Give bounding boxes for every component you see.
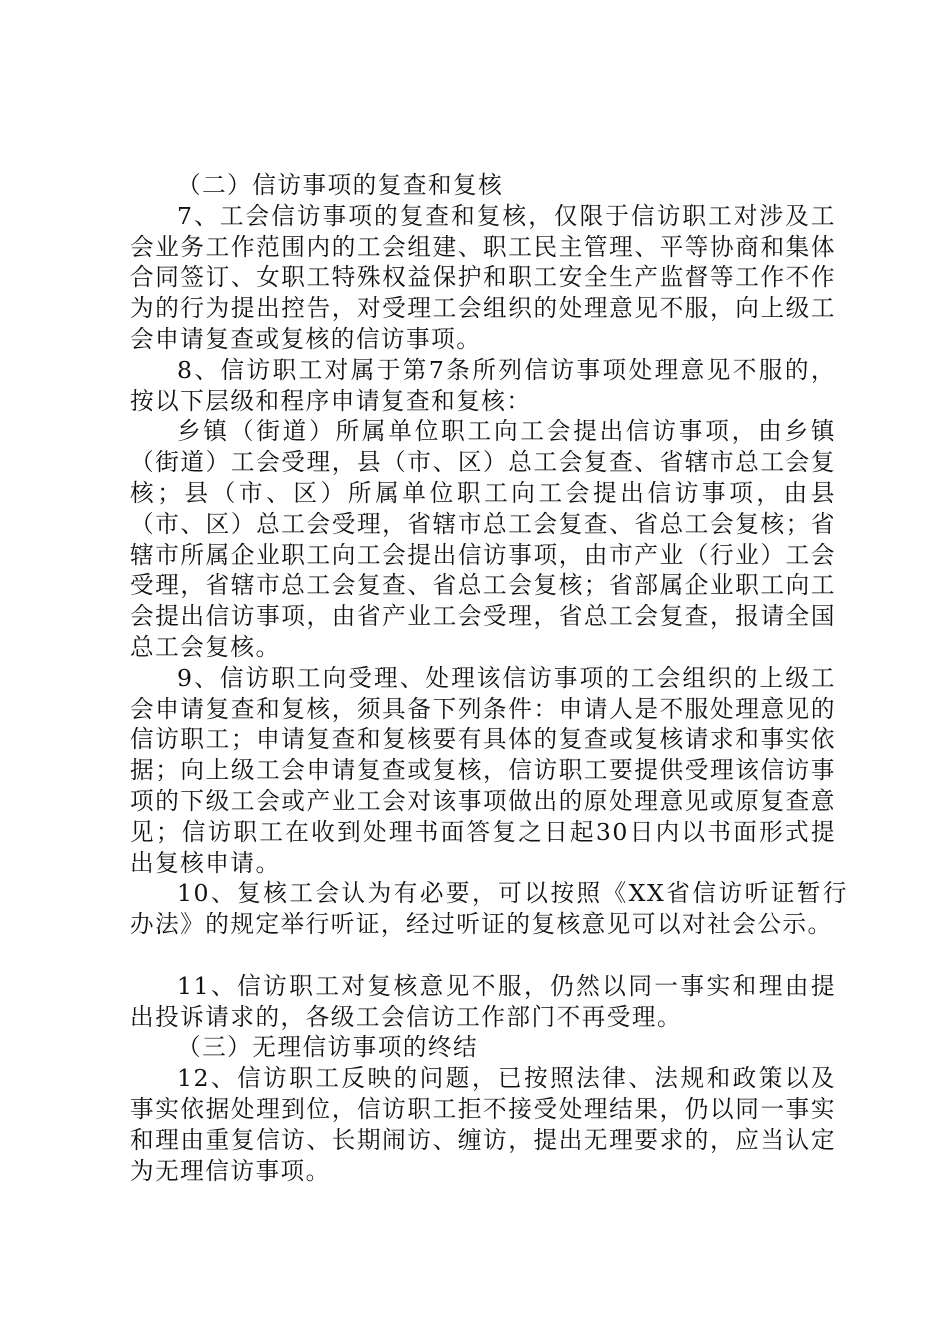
section-heading-2: （二）信访事项的复查和复核 — [177, 171, 504, 199]
paragraph-11: 11、信访职工对复核意见不服，仍然以同一事实和理由提出投诉请求的，各级工会信访工作部门不再受理。 — [130, 971, 836, 1031]
section-heading-3: （三）无理信访事项的终结 — [177, 1033, 479, 1062]
document-body — [130, 170, 848, 1186]
paragraph-7: 7、工会信访事项的复查和复核，仅限于信访职工对涉及工会业务工作范围内的工会组建、职工民主管理、平等协商和集体合同签订、女职工特殊权益保护和职工安全生产监督等工作不作为的行为提出控告，对受理工会组织的处理意见不服，向上级工会申请复查或复核的信访事项。 — [130, 201, 836, 353]
paragraph-9: 9、信访职工向受理、处理该信访事项的工会组织的上级工会申请复查和复核，须具备下列条件：申请人是不服处理意见的信访职工；申请复查和复核要有具体的复查或复核请求和事实依据；向上级工会申请复查或复核，信访职工要提供受理该信访事项的下级工会或产业工会对该事项做出的原处理意见或原复查意见；信访职工在收到处理书面答复之日起30日内以书面形式提出复核申请。 — [130, 663, 836, 877]
paragraph-8-detail: 乡镇（街道）所属单位职工向工会提出信访事项，由乡镇（街道）工会受理，县（市、区）总工会复查、省辖市总工会复核；县（市、区）所属单位职工向工会提出信访事项，由县（市、区）总工会受理，省辖市总工会复查、省总工会复核；省辖市所属企业职工向工会提出信访事项，由市产业（行业）工会受理，省辖市总工会复查、省总工会复核；省部属企业职工向工会提出信访事项，由省产业工会受理，省总工会复查，报请全国总工会复核。 — [130, 417, 836, 661]
blank-line — [130, 940, 836, 971]
paragraph-12: 12、信访职工反映的问题，已按照法律、法规和政策以及事实依据处理到位，信访职工拒不接受处理结果，仍以同一事实和理由重复信访、长期闹访、缠访，提出无理要求的，应当认定为无理信访事项。 — [130, 1064, 836, 1185]
paragraph-10: 10、复核工会认为有必要，可以按照《XX省信访听证暂行办法》的规定举行听证，经过听证的复核意见可以对社会公示。 — [130, 879, 848, 939]
paragraph-8: 8、信访职工对属于第7条所列信访事项处理意见不服的，按以下层级和程序申请复查和复核： — [130, 355, 836, 415]
